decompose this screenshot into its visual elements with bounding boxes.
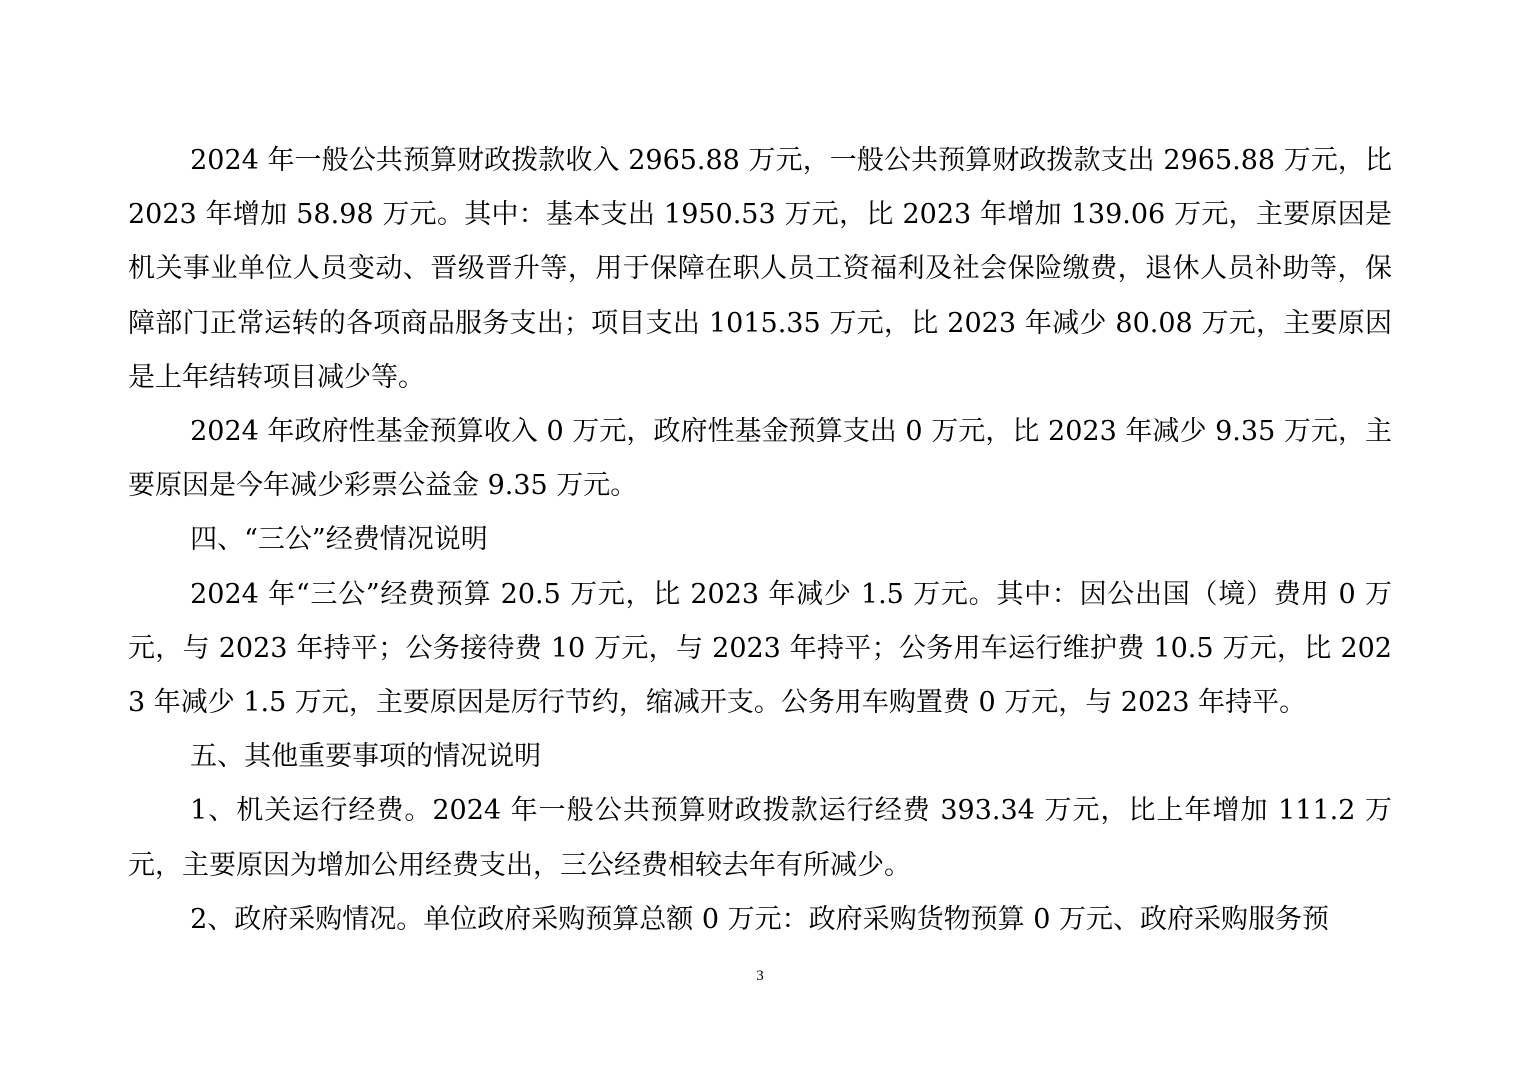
paragraph-government-procurement: 2、政府采购情况。单位政府采购预算总额 0 万元：政府采购货物预算 0 万元、政府采购服务预 [190, 903, 1329, 935]
paragraph-three-public-expenses: 2024 年“三公”经费预算 20.5 万元，比 2023 年减少 1.5 万元。其中：因公出国（境）费用 0 万元，与 2023 年持平；公务接待费 10 万元，与 2023 年持平；公务用车运行维护费 10.5 万元，比 2023 年减少 1.5 万元，主要原因是厉行节约，缩减开支。公务用车购置费 0 万元，与 2023 年持平。 [128, 578, 1392, 719]
paragraph-general-budget: 2024 年一般公共预算财政拨款收入 2965.88 万元，一般公共预算财政拨款支出 2965.88 万元，比 2023 年增加 58.98 万元。其中：基本支出 1950.53 万元，比 2023 年增加 139.06 万元，主要原因是机关事业单位人员变动、晋级晋升等，用于保障在职人员工资福利及社会保险缴费，退休人员补助等，保障部门正常运转的各项商品服务支出；项目支出 1015.35 万元，比 2023 年减少 80.08 万元，主要原因是上年结转项目减少等。 [128, 145, 1392, 393]
paragraph-government-fund: 2024 年政府性基金预算收入 0 万元，政府性基金预算支出 0 万元，比 2023 年减少 9.35 万元，主要原因是今年减少彩票公益金 9.35 万元。 [128, 416, 1392, 502]
paragraph-agency-operating-costs: 1、机关运行经费。2024 年一般公共预算财政拨款运行经费 393.34 万元，比上年增加 111.2 万元，主要原因为增加公用经费支出，三公经费相较去年有所减少。 [128, 795, 1392, 881]
document-body [128, 134, 1392, 947]
page-number: 3 [756, 968, 764, 984]
section-heading-three-public: 四、“三公”经费情况说明 [190, 524, 488, 556]
section-heading-other-matters: 五、其他重要事项的情况说明 [190, 741, 542, 773]
